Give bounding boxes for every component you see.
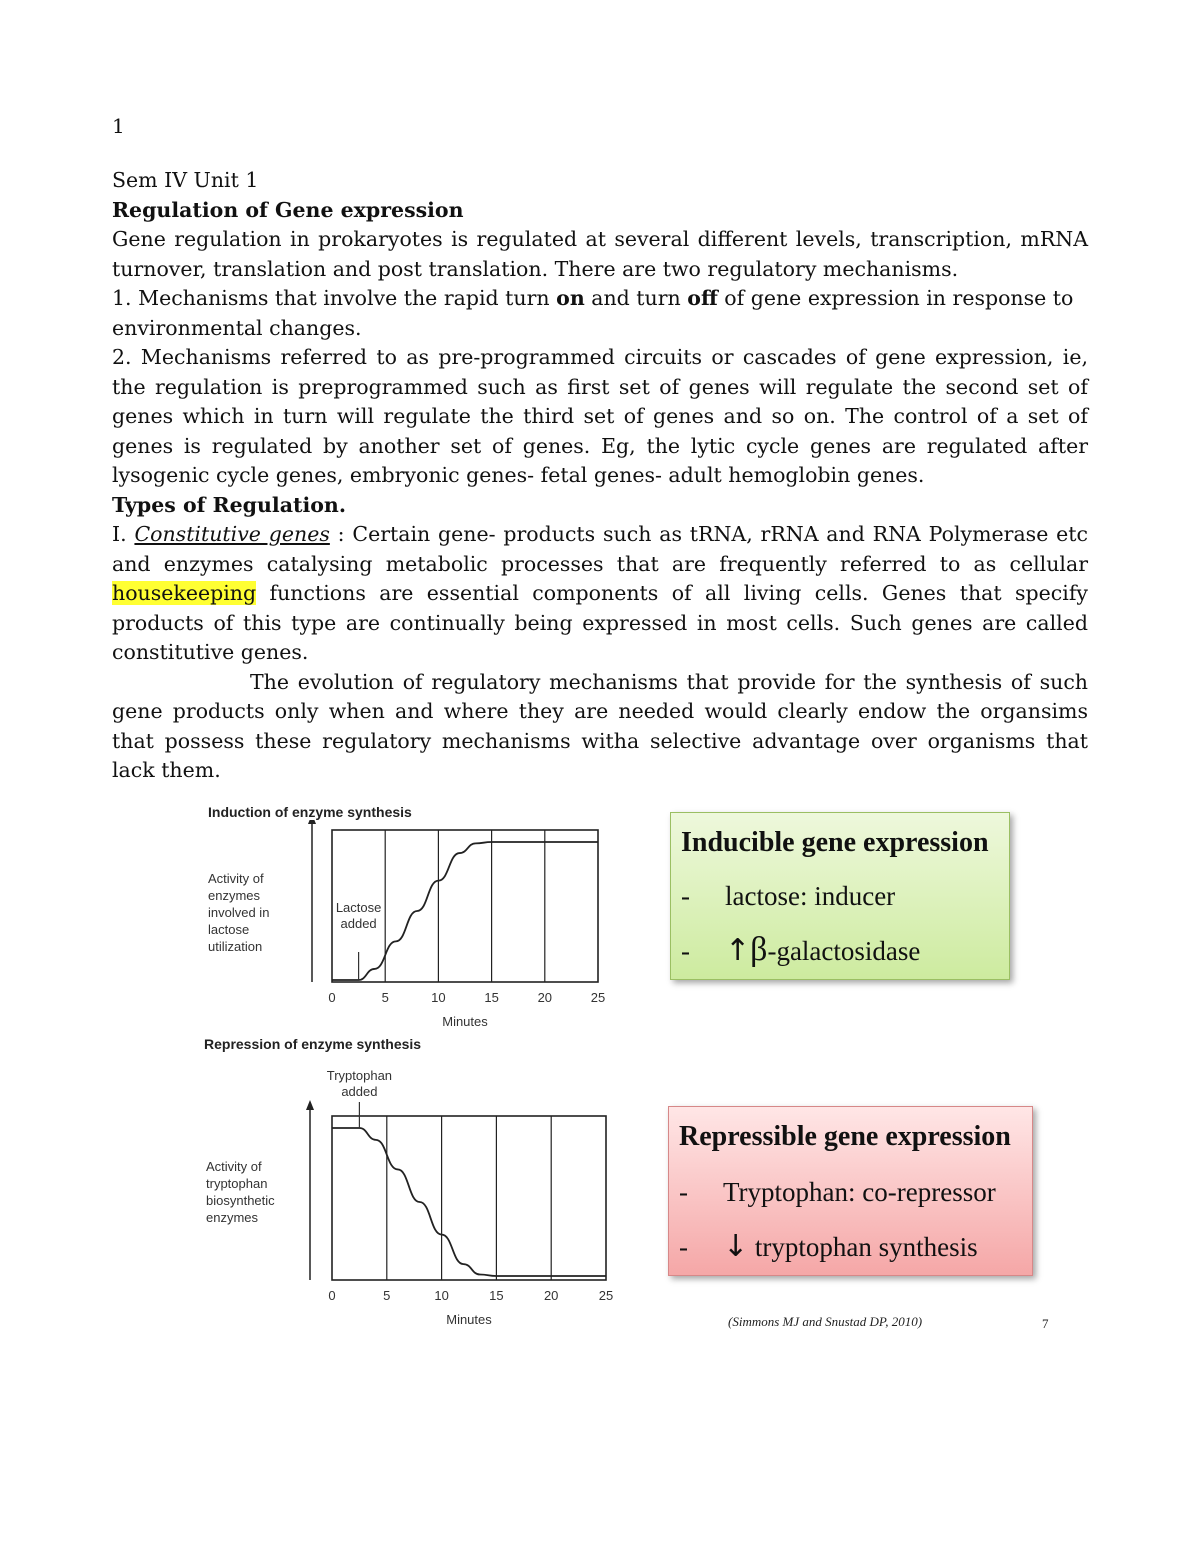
inducible-box: [670, 812, 1010, 980]
x-tick-label: 10: [434, 1288, 449, 1303]
x-tick-label: 0: [328, 990, 336, 1005]
constitutive-paragraph: I. Constitutive genes : Certain gene- products such as tRNA, rRNA and RNA Polymerase etc and enzymes catalysing metabolic processes that are frequently referred to as cellular housekeeping functions are essential components of all living cells. Genes that specify products of this type are continually being expressed in most cells. Such genes are called constitutive genes.: [112, 522, 1088, 664]
inducible-item-2: - ↑β-galactosidase: [681, 931, 921, 968]
repressible-title: Repressible gene expression: [679, 1121, 1011, 1152]
x-tick-label: 20: [543, 1288, 559, 1303]
repression-title: Repression of enzyme synthesis: [204, 1036, 422, 1052]
x-tick-label: 25: [598, 1288, 614, 1303]
x-tick-label: 15: [484, 990, 499, 1005]
constitutive-term: Constitutive genes: [134, 522, 330, 546]
document-title: Regulation of Gene expression: [112, 197, 464, 222]
evolution-paragraph: The evolution of regulatory mechanisms that provide for the synthesis of such gene products only when and where they are needed would clearly endow the organsims that possess these regulatory mechanisms witha selective advantage over organisms that lack them.: [112, 669, 1088, 782]
annotation-label: Tryptophan: [326, 1068, 393, 1083]
intro-paragraph: Gene regulation in prokaryotes is regulated at several different levels, transcription, mRNA turnover, translation and post translation. There are two regulatory mechanisms.: [112, 227, 1088, 281]
types-heading: Types of Regulation.: [112, 492, 346, 517]
x-tick-label: 10: [431, 990, 446, 1005]
annotation-label: added: [340, 916, 377, 931]
annotation-label: added: [341, 1084, 378, 1099]
y-axis-arrow-icon: [308, 820, 316, 824]
x-tick-label: 5: [381, 990, 389, 1005]
x-tick-label: 15: [489, 1288, 504, 1303]
point-1: 1. Mechanisms that involve the rapid turn on and turn off of gene expression in response to environmental changes.: [112, 286, 1074, 340]
sem-unit: Sem IV Unit 1: [112, 168, 259, 192]
inducible-item-1: - lactose: inducer: [681, 881, 896, 911]
inducible-title: Inducible gene expression: [681, 827, 989, 858]
y-axis-arrow-icon: [306, 1100, 314, 1110]
citation: (Simmons MJ and Snustad DP, 2010): [728, 1314, 923, 1329]
repressible-item-2: - ↓ tryptophan synthesis: [679, 1229, 978, 1264]
repressible-box: [668, 1106, 1033, 1276]
induction-chart: [300, 820, 620, 1040]
point-2: 2. Mechanisms referred to as pre-programmed circuits or cascades of gene expression, ie, the regulation is preprogrammed such as first set of genes will regulate the second set of genes which in turn will regulate the third set of genes and so on. The control of a set of genes is regulated by another set of genes. Eg, the lytic cycle genes are regulated after lysogenic cycle genes, embryonic genes- fetal genes- adult hemoglobin genes.: [112, 345, 1088, 487]
down-arrow-icon: ↓: [723, 1229, 749, 1264]
x-tick-label: 5: [383, 1288, 391, 1303]
induction-ylabel: Activity of enzymes involved in lactose utilization: [208, 871, 270, 954]
page-number: 1: [112, 114, 125, 138]
repression-chart: [300, 1066, 630, 1346]
up-arrow-icon: ↑: [725, 933, 751, 968]
x-axis-label: Minutes: [446, 1312, 492, 1327]
document-body: [112, 166, 1088, 786]
gene-expression-figure: [180, 796, 1060, 1356]
annotation-label: Lactose: [335, 900, 382, 915]
slide-number: 7: [1042, 1316, 1049, 1331]
highlight-housekeeping: housekeeping: [112, 581, 257, 605]
chart-frame: [332, 1116, 606, 1280]
data-line: [332, 1128, 606, 1276]
repressible-item-1: - Tryptophan: co-repressor: [679, 1177, 996, 1207]
x-tick-label: 0: [328, 1288, 336, 1303]
induction-title: Induction of enzyme synthesis: [208, 804, 412, 820]
x-tick-label: 25: [590, 990, 606, 1005]
x-tick-label: 20: [537, 990, 553, 1005]
x-axis-label: Minutes: [442, 1014, 488, 1029]
repression-ylabel: Activity of tryptophan biosynthetic enzymes: [206, 1159, 275, 1225]
